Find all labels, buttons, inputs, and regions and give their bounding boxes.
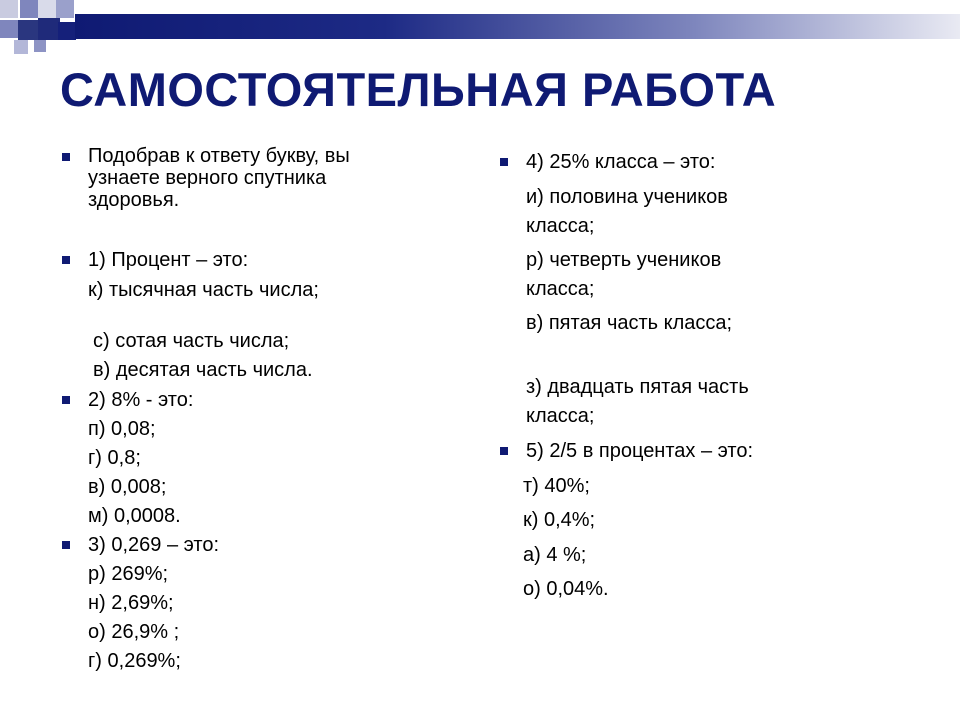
answer-option: и) половина учеников — [526, 186, 728, 208]
bullet-icon — [62, 396, 70, 404]
decor-square — [20, 0, 38, 18]
decor-square — [38, 0, 56, 18]
decor-square — [14, 40, 28, 54]
answer-option: к) тысячная часть числа; — [88, 279, 319, 301]
bullet-icon — [62, 256, 70, 264]
answer-option: класса; — [526, 215, 595, 237]
answer-option: о) 0,04%. — [523, 578, 609, 600]
answer-option: в) десятая часть числа. — [93, 359, 313, 381]
answer-option: т) 40%; — [523, 475, 590, 497]
answer-option: г) 0,8; — [88, 447, 141, 469]
bullet-icon — [62, 153, 70, 161]
answer-option: н) 2,69%; — [88, 592, 174, 614]
question-1: 1) Процент – это: — [88, 249, 249, 271]
decor-square — [56, 0, 74, 18]
intro-line: здоровья. — [88, 189, 180, 211]
answer-option: г) 0,269%; — [88, 650, 181, 672]
answer-option: к) 0,4%; — [523, 509, 596, 531]
slide-title: САМОСТОЯТЕЛЬНАЯ РАБОТА — [60, 63, 777, 116]
intro-line: узнаете верного спутника — [88, 167, 327, 189]
header-gradient-bar — [75, 14, 960, 39]
decor-square — [34, 40, 46, 52]
answer-option: р) четверть учеников — [526, 249, 722, 271]
answer-option: класса; — [526, 278, 595, 300]
question-2: 2) 8% - это: — [88, 389, 194, 411]
answer-option: п) 0,08; — [88, 418, 156, 440]
answer-option: с) сотая часть числа; — [93, 330, 290, 352]
decor-square — [58, 22, 76, 40]
decor-square — [0, 0, 18, 18]
bullet-icon — [62, 541, 70, 549]
bullet-icon — [500, 158, 508, 166]
answer-option: в) 0,008; — [88, 476, 167, 498]
decor-square — [38, 18, 60, 40]
decor-square — [0, 20, 18, 38]
answer-option: в) пятая часть класса; — [526, 312, 733, 334]
answer-option: а) 4 %; — [523, 544, 587, 566]
decor-square — [18, 20, 38, 40]
intro-line: Подобрав к ответу букву, вы — [88, 145, 350, 167]
answer-option: класса; — [526, 405, 595, 427]
answer-option: з) двадцать пятая часть — [526, 376, 749, 398]
answer-option: м) 0,0008. — [88, 505, 181, 527]
answer-option: р) 269%; — [88, 563, 169, 585]
answer-option: о) 26,9% ; — [88, 621, 180, 643]
bullet-icon — [500, 447, 508, 455]
question-3: 3) 0,269 – это: — [88, 534, 220, 556]
question-4: 4) 25% класса – это: — [526, 151, 716, 173]
question-5: 5) 2/5 в процентах – это: — [526, 440, 754, 462]
